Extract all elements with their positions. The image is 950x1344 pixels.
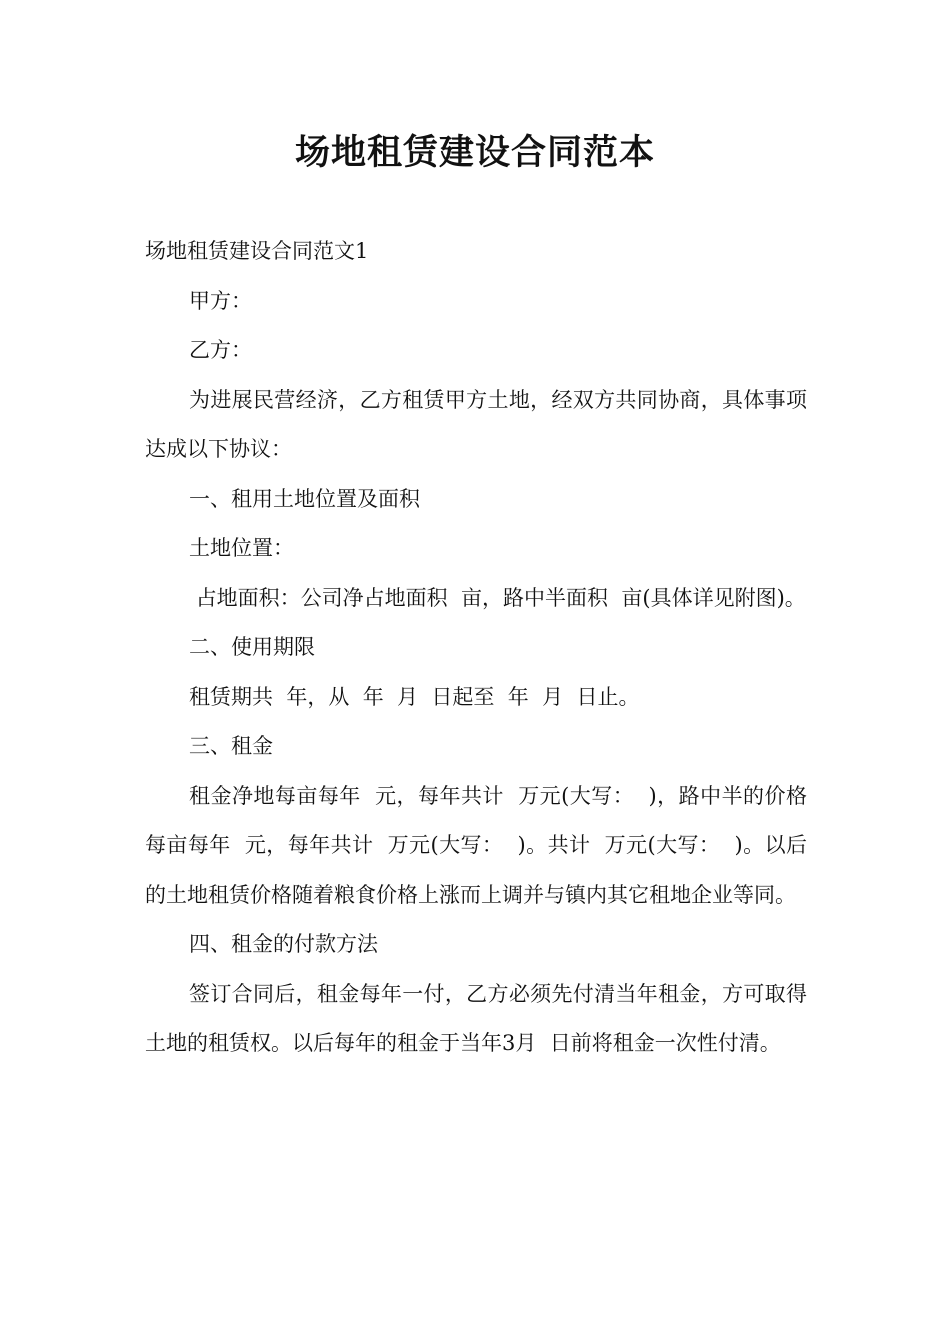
document-body [145,227,807,1069]
document-title: 场地租赁建设合同范本 [294,133,655,173]
land-location-line: 土地位置： [189,536,294,560]
section-heading-4: 四、租金的付款方法 [189,932,378,956]
section-heading-3: 三、租金 [189,734,273,758]
preamble-paragraph: 为进展民营经济，乙方租赁甲方土地，经双方共同协商，具体事项达成以下协议： [145,387,807,461]
contract-subtitle: 场地租赁建设合同范文1 [145,239,369,263]
payment-paragraph: 签订合同后，租金每年一付，乙方必须先付清当年租金，方可取得土地的租赁权。以后每年的租金于当年3月 日前将租金一次性付清。 [145,981,807,1055]
land-area-paragraph: 占地面积：公司净占地面积 亩，路中半面积 亩(具体详见附图)。 [189,585,806,610]
lease-term-paragraph: 租赁期共 年，从 年 月 日起至 年 月 日止。 [189,684,640,709]
party-a-line: 甲方： [189,288,252,313]
rent-paragraph: 租金净地每亩每年 元，每年共计 万元(大写： )，路中半的价格每亩每年 元，每年共计 万元(大写： )。共计 万元(大写： )。以后的土地租赁价格随着粮食价格上涨而上调并与镇内其它租地企业等同。 [145,783,807,907]
party-b-line: 乙方： [189,338,252,362]
section-heading-1: 一、租用土地位置及面积 [189,486,420,511]
section-heading-2: 二、使用期限 [189,635,315,659]
